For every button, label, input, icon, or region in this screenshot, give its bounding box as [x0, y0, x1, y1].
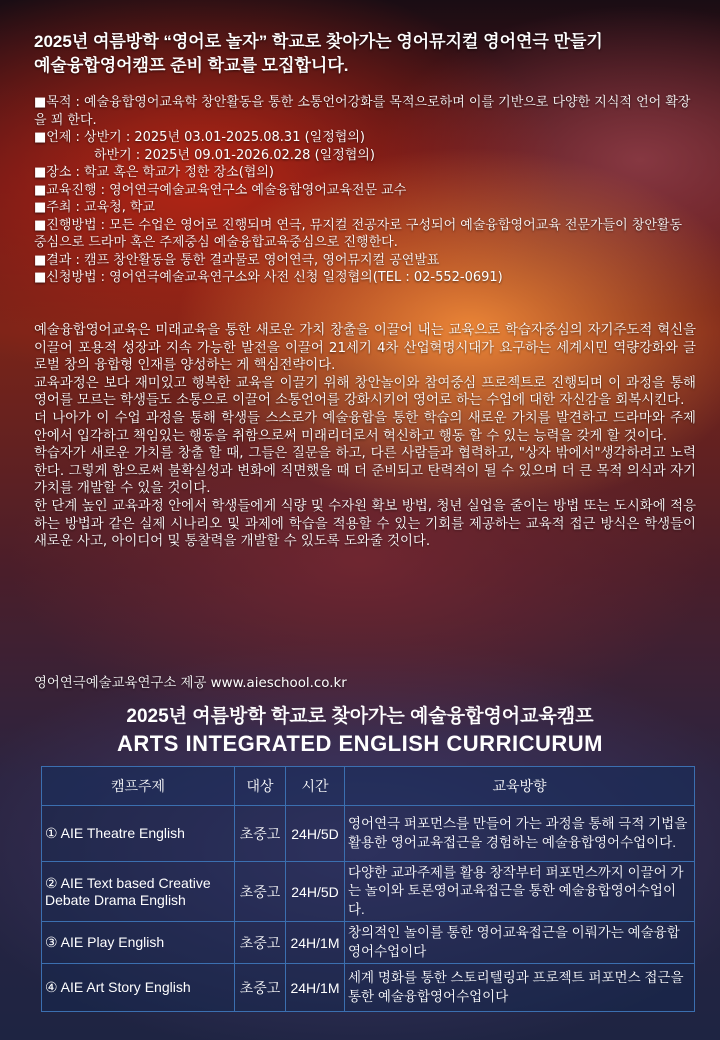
- info-purpose: ■목적 : 예술융합영어교육학 창안활동을 통한 소통언어강화를 목적으로하며 이를 기반으로 다양한 지식적 언어 확장을 꾀 한다.: [34, 95, 691, 128]
- table-row: [42, 862, 695, 922]
- headline-line-1: 2025년 여름방학 “영어로 놀자” 학교로 찾아가는 영어뮤지컬 영어연극 만들기: [34, 32, 603, 51]
- cell-target: 초중고: [235, 922, 286, 964]
- cell-target: 초중고: [235, 862, 286, 922]
- table-header-row: [42, 767, 695, 806]
- info-when-first-half: ■언제 : 상반기 : 2025년 03.01-2025.08.31 (일정협의): [34, 130, 365, 145]
- curriculum-table: [41, 766, 695, 1012]
- cell-theme: ④ AIE Art Story English: [42, 964, 235, 1012]
- cell-theme: ① AIE Theatre English: [42, 806, 235, 862]
- info-instructor: ■교육진행 : 영어연극예술교육연구소 예술융합영어교육전문 교수: [34, 182, 407, 198]
- body-paragraph: 예술융합영어교육은 미래교육을 통한 새로운 가치 창출을 이끌어 내는 교육으로 학습자중심의 자기주도적 혁신을 이끌어 포용적 성장과 지속 가능한 발전을 이끌어 21세기 4차 산업혁명시대가 요구하는 세계시민 역량강화와 글로벌 창의 융합형 인재를 양성하는 게 핵심전략이다.: [34, 323, 696, 374]
- body-paragraph: 더 나아가 이 수업 과정을 통해 학생들 스스로가 예술융합을 통한 학습의 새로운 가치를 발견하고 드라마와 주제 안에서 입각하고 책임있는 행동을 취함으로써 미래리더로서 혁신하고 행동 할 수 있는 능력을 갖게 할 것이다.: [34, 410, 696, 444]
- info-when-second-half: 하반기 : 2025년 09.01-2026.02.28 (일정협의): [94, 147, 375, 163]
- header-theme: 캠프주제: [42, 767, 235, 806]
- cell-target: 초중고: [235, 806, 286, 862]
- info-section: [34, 94, 696, 287]
- info-place: ■장소 : 학교 혹은 학교가 정한 장소(협의): [34, 165, 274, 180]
- cell-time: 24H/5D: [286, 862, 345, 922]
- body-paragraph: 한 단계 높인 교육과정 안에서 학생들에게 식량 및 수자원 확보 방법, 청년 실업을 줄이는 방법 또는 도시화에 적응하는 방법과 같은 실제 시나리오 및 과제에 학습을 적용할 수 있는 기회를 제공하는 교육적 접근 방식은 학생들이 새로운 사고, 아이디어 및 통찰력을 개발할 수 있도록 도와줄 것이다.: [34, 498, 696, 550]
- cell-target: 초중고: [235, 964, 286, 1012]
- body-paragraph: 교육과정은 보다 재미있고 행복한 교육을 이끌기 위해 창안놀이와 참여중심 프로젝트로 진행되며 이 과정을 통해 영어를 모르는 학생들도 소통으로 이끌어 소통언어를 강화시키어 영어로 하는 수업에 대한 자신감을 회복시킨다.: [34, 375, 696, 409]
- table-row: [42, 806, 695, 862]
- body-paragraph: 학습자가 새로운 가치를 창출 할 때, 그들은 질문을 하고, 다른 사람들과 협력하고, "상자 밖에서"생각하려고 노력한다. 그렇게 함으로써 불확실성과 변화에 직면했을 때 더 준비되고 탄력적이 될 수 있으며 더 큰 목적 의식과 자기 가치를 개발할 수 있을 것이다.: [34, 446, 696, 497]
- headline-line-2: 예술융합영어캠프 준비 학교를 모집합니다.: [34, 56, 349, 75]
- info-host: ■주최 : 교육청, 학교: [34, 200, 156, 215]
- cell-time: 24H/5D: [286, 806, 345, 862]
- table-row: [42, 964, 695, 1012]
- cell-direction: 영어연극 퍼포먼스를 만들어 가는 과정을 통해 극적 기법을 활용한 영어교육접근을 경험하는 예술융합영어수업이다.: [345, 806, 695, 862]
- camp-subtitle: ARTS INTEGRATED ENGLISH CURRICURUM: [117, 731, 603, 756]
- cell-direction: 세계 명화를 통한 스토리텔링과 프로젝트 퍼포먼스 접근을 통한 예술융합영어수업이다: [345, 964, 695, 1012]
- credit-line: 영어연극예술교육연구소 제공 www.aieschool.co.kr: [34, 676, 347, 691]
- header-time: 시간: [286, 767, 345, 806]
- info-result: ■결과 : 캠프 창안활동을 통한 결과물로 영어연극, 영어뮤지컬 공연발표: [34, 252, 440, 268]
- camp-title: 2025년 여름방학 학교로 찾아가는 예술융합영어교육캠프: [126, 706, 594, 727]
- cell-time: 24H/1M: [286, 964, 345, 1012]
- body-text: [34, 322, 696, 551]
- header-direction: 교육방향: [345, 767, 695, 806]
- cell-theme: ③ AIE Play English: [42, 922, 235, 964]
- table-row: [42, 922, 695, 964]
- headline: [34, 30, 694, 78]
- info-method: ■진행방법 : 모든 수업은 영어로 진행되며 연극, 뮤지컬 전공자로 구성되어 예술융합영어교육 전문가들이 창안활동 중심으로 드라마 혹은 주제중심 예술융합교육중심으로 진행한다.: [34, 217, 683, 250]
- cell-theme: ② AIE Text based Creative Debate Drama English: [42, 862, 235, 922]
- cell-time: 24H/1M: [286, 922, 345, 964]
- cell-direction: 창의적인 놀이를 통한 영어교육접근을 이뤄가는 예술융합영어수업이다: [345, 922, 695, 964]
- cell-direction: 다양한 교과주제를 활용 창작부터 퍼포먼스까지 이끌어 가는 놀이와 토론영어교육접근을 통한 예술융합영어수업이다.: [345, 862, 695, 922]
- info-apply: ■신청방법 : 영어연극예술교육연구소와 사전 신청 일정협의(TEL : 02-552-0691): [34, 270, 503, 285]
- header-target: 대상: [235, 767, 286, 806]
